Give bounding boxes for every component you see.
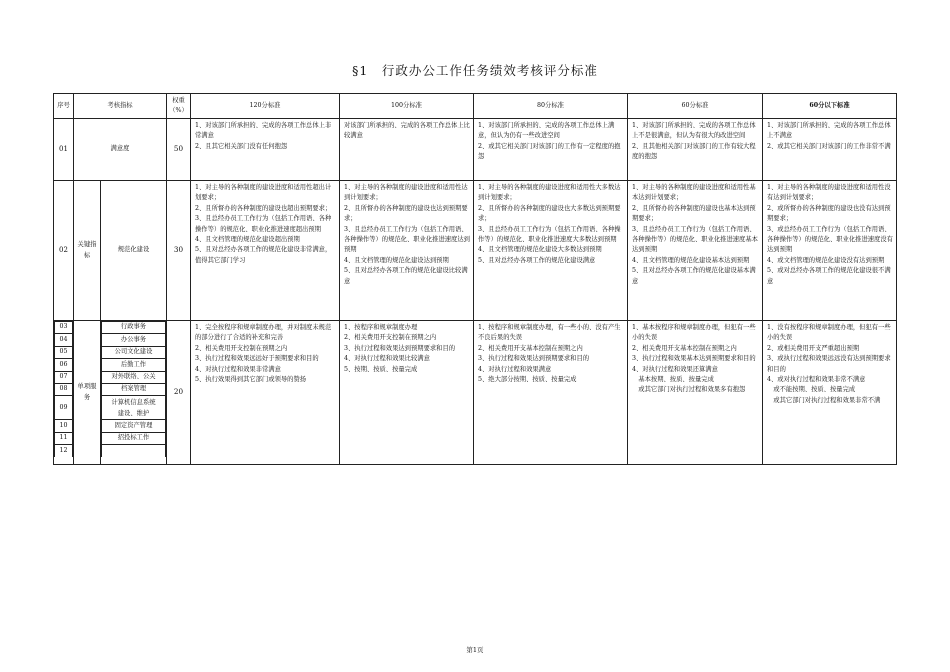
criterion-line: 1、对主导的各种制度的建设进度和适用性达到计划要求； [344, 184, 468, 202]
criterion-line: 4、且文档管理的规范化建设超出预期 [195, 236, 300, 244]
service-item-name: 办公事务 [102, 334, 166, 346]
criterion-line: 1、对主导的各种制度的建设进度和适用性没有达到计划要求； [767, 184, 891, 202]
service-number: 11 [55, 432, 73, 444]
criterion-line: 对该部门所承担的、完成的各项工作总体上比较满意 [344, 122, 470, 140]
standard-below60 [763, 119, 897, 181]
service-item-name: 后勤工作 [102, 359, 166, 371]
service-number: 08 [55, 383, 73, 395]
criterion-line: 1、对主导的各种制度的建设进度和适用性大多数达到计划要求； [478, 184, 621, 202]
evaluation-table [53, 93, 897, 465]
criterion-line: 5、且对总经办各项工作的规范化建设比较满意 [344, 267, 468, 285]
service-number: 10 [55, 420, 73, 432]
service-number: 06 [55, 359, 73, 371]
criterion-line: 或其它部门对执行过程和效果多有抱怨 [632, 386, 746, 394]
indicator-name: 满意度 [74, 119, 167, 181]
row-standardization [54, 181, 897, 321]
criterion-line: 2、或其它相关部门对该部门的工作有一定程度的抱怨 [478, 142, 621, 161]
criterion-line: 5、且对总经办各项工作的规范化建设非常满意，值得其它部门学习 [195, 246, 332, 264]
service-item-name: 公司文化建设 [102, 346, 166, 358]
standard-100 [340, 321, 474, 465]
header-120: 120分标准 [191, 94, 340, 119]
criterion-line: 或其它部门对执行过程和效果非常不满 [767, 396, 881, 404]
group-label: 单项服务 [74, 321, 101, 465]
standard-80 [474, 321, 628, 465]
header-indicator: 考核指标 [74, 94, 167, 119]
page-footer: 第1页 [466, 646, 484, 654]
service-number: 09 [55, 396, 73, 420]
criterion-line: 1、对主导的各种制度的建设进度和适用性超出计划要求； [195, 184, 332, 202]
weight-value: 20 [167, 321, 191, 465]
criterion-line: 3、执行过程和效果基本达到预期要求和目的 [632, 355, 756, 363]
criterion-line: 4、对执行过程和效果比较满意 [344, 355, 430, 363]
indicator-name: 规范化建设 [101, 181, 167, 321]
standard-below60 [763, 321, 897, 465]
header-below60: 60分以下标准 [763, 94, 897, 119]
standard-60 [628, 321, 763, 465]
header-row [54, 94, 897, 119]
criterion-line: 3、执行过程和效果达到预期要求和目的 [478, 355, 590, 363]
standard-100 [340, 119, 474, 181]
standard-120 [191, 181, 340, 321]
page-title: §1 行政办公工作任务绩效考核评分标准 [352, 63, 598, 78]
criterion-line: 2、或相关费用开支严重超出预期 [767, 344, 860, 352]
criterion-line: 5、或对总经办各项工作的规范化建设很不满意 [767, 267, 891, 285]
header-100: 100分标准 [340, 94, 474, 119]
criterion-line: 4、对执行过程和效果还算满意 [632, 365, 718, 373]
criterion-line: 2、且所督办的各种制度的建设也超出预期要求； [195, 204, 332, 212]
service-numbers [54, 321, 74, 465]
criterion-line: 1、按程序和规章制度办理 [344, 324, 418, 331]
criterion-line: 5、绝大部分按期、按质、按量完成 [478, 376, 577, 384]
criterion-line: 2、或所督办的各种制度的建设也没有达到预期要求； [767, 204, 891, 223]
service-number: 03 [55, 322, 73, 334]
service-items [101, 321, 167, 465]
criterion-line: 3、且总经办员工工作行为（包括工作用语、各种操作等）的规范化、职业化推进速度大多数达到预期 [478, 225, 621, 244]
row-number: 02 [54, 181, 74, 321]
service-number: 12 [55, 445, 73, 457]
criterion-line: 2、相关费用开支基本控制在预期之内 [632, 344, 737, 352]
criterion-line: 1、对该部门所承担的、完成的各项工作总体上满意，但认为仍有一些改进空间 [478, 122, 615, 140]
criterion-line: 3、且总经办员工工作行为（包括工作用语、各种操作等）的规范化、职业化推进速度超出预期 [195, 215, 332, 233]
criterion-line: 1、对该部门所承担的、完成的各项工作总体上不满意 [767, 122, 891, 140]
service-number: 04 [55, 334, 73, 346]
criterion-line: 3、或总经办员工工作行为（包括工作用语、各种操作等）的规范化、职业化推进速度没有达到预期 [767, 225, 893, 254]
criterion-line: 1、完全按程序和规章制度办理，并对制度未规范的部分进行了合适的补充和完善 [195, 324, 332, 342]
criterion-line: 2、或其它相关部门对该部门的工作非常不满 [767, 142, 891, 150]
criterion-line: 4、或文档管理的规范化建设没有达到预期 [767, 256, 885, 264]
criterion-line: 3、执行过程和效果达到预期要求和目的 [344, 344, 456, 352]
service-item-name: 行政事务 [102, 322, 166, 334]
row-satisfaction [54, 119, 897, 181]
header-weight: 权重（%） [167, 94, 191, 119]
criterion-line: 2、相关费用开支控制在预期之内 [195, 344, 288, 352]
criterion-line: 5、执行效果得到其它部门或领导的赞扬 [195, 376, 307, 384]
criterion-line: 3、且总经办员工工作行为（包括工作用语、各种操作等）的规范化、职业化推进速度达到预期 [344, 225, 470, 254]
service-item-name [102, 445, 166, 457]
header-no: 序号 [54, 94, 74, 119]
criterion-line: 4、且文档管理的规范化建设大多数达到预期 [478, 246, 602, 254]
standard-60 [628, 119, 763, 181]
criterion-line: 5、按期、按质、按量完成 [344, 365, 418, 373]
standard-120 [191, 119, 340, 181]
service-item-name: 计算机信息系统建设、维护 [102, 396, 166, 420]
criterion-line: 2、相关费用开支控制在预期之内 [344, 334, 437, 342]
criterion-line: 2、且所督办的各种制度的建设也大多数达到预期要求； [478, 204, 621, 223]
standard-120 [191, 321, 340, 465]
standard-60 [628, 181, 763, 321]
criterion-line: 或不能按期、按质、按量完成 [767, 386, 856, 394]
criterion-line: 5、且对总经办各项工作的规范化建设基本满意 [632, 267, 756, 285]
criterion-line: 1、对主导的各种制度的建设进度和适用性基本达到计划要求； [632, 184, 756, 202]
criterion-line: 4、或对执行过程和效果非常不满意 [767, 376, 866, 384]
criterion-line: 1、没有按程序和规章制度办理，但犯有一些小的失误 [767, 324, 891, 342]
standard-below60 [763, 181, 897, 321]
weight-value: 50 [167, 119, 191, 181]
criterion-line: 4、对执行过程和效果非常满意 [195, 365, 281, 373]
standard-80 [474, 119, 628, 181]
service-item-name: 固定资产管理 [102, 420, 166, 432]
criterion-line: 1、对该部门所承担的、完成的各项工作总体上非常满意 [195, 122, 332, 140]
criterion-line: 基本按期、按质、按量完成 [632, 376, 714, 384]
criterion-line: 2、且其他相关部门对该部门的工作有较大程度的抱怨 [632, 142, 756, 161]
service-number: 07 [55, 371, 73, 383]
header-60: 60分标准 [628, 94, 763, 119]
criterion-line: 4、且文档管理的规范化建设达到预期 [344, 256, 449, 264]
criterion-line: 3、执行过程和效果远远好于预期要求和目的 [195, 355, 319, 363]
criterion-line: 4、对执行过程和效果满意 [478, 365, 552, 373]
criterion-line: 2、且其它相关部门没有任何抱怨 [195, 142, 288, 150]
header-80: 80分标准 [474, 94, 628, 119]
service-number: 05 [55, 346, 73, 358]
criterion-line: 1、基本按程序和规章制度办理，但犯有一些小的失误 [632, 324, 756, 342]
criterion-line: 3、且总经办员工工作行为（包括工作用语、各种操作等）的规范化、职业化推进速度基本达到预期 [632, 225, 758, 254]
row-number: 01 [54, 119, 74, 181]
criterion-line: 2、且所督办的各种制度的建设也基本达到预期要求； [632, 204, 756, 223]
service-item-name: 招投标工作 [102, 432, 166, 444]
weight-value: 30 [167, 181, 191, 321]
criterion-line: 1、对该部门所承担的、完成的各项工作总体上不是很满意，但认为有很大的改进空间 [632, 122, 756, 140]
criterion-line: 2、且所督办的各种制度的建设也达到预期要求； [344, 204, 468, 223]
row-single-services [54, 321, 897, 465]
criterion-line: 5、且对总经办各项工作的规范化建设满意 [478, 256, 596, 264]
standard-100 [340, 181, 474, 321]
standard-80 [474, 181, 628, 321]
service-item-name: 档案管理 [102, 383, 166, 395]
group-label: 关键指标 [74, 181, 101, 321]
service-item-name: 对外联络、公关 [102, 371, 166, 383]
criterion-line: 3、或执行过程和效果远远没有达到预期要求和目的 [767, 355, 891, 373]
criterion-line: 2、相关费用开支基本控制在预期之内 [478, 344, 583, 352]
criterion-line: 1、按程序和规章制度办理，有一些小的、没有产生不良后果的失误 [478, 324, 621, 342]
criterion-line: 4、且文档管理的规范化建设基本达到预期 [632, 256, 750, 264]
